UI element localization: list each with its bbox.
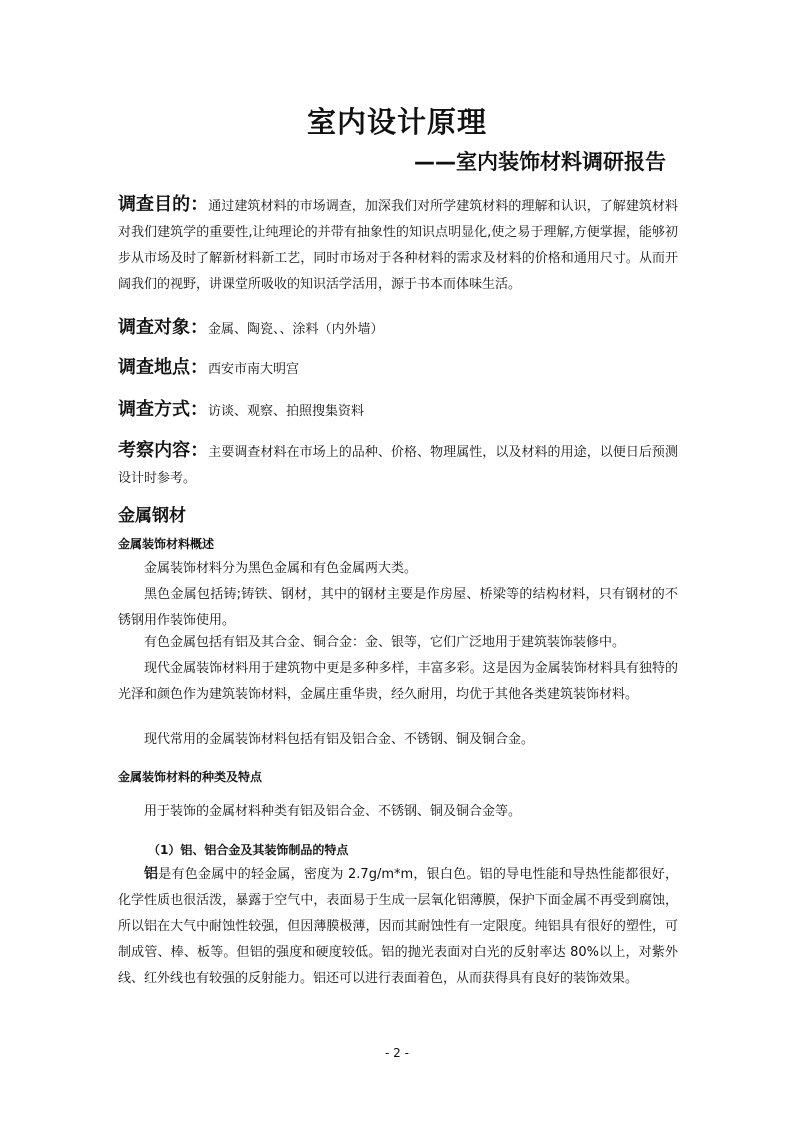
survey-location <box>118 355 678 383</box>
subsection-heading-overview: 金属装饰材料概述 <box>118 537 215 551</box>
location-text: 西安市南大明宫 <box>208 362 300 377</box>
content-label: 考察内容： <box>118 440 209 461</box>
survey-purpose <box>118 192 678 298</box>
object-text: 金属、陶瓷、、涂料（内外墙） <box>208 322 384 337</box>
survey-object <box>118 315 678 343</box>
method-text: 访谈、观察、拍照搜集资料 <box>208 404 365 419</box>
document-subtitle: ——室内装饰材料调研报告 <box>414 150 666 174</box>
overview-paragraph: 金属装饰材料分为黑色金属和有色金属两大类。 <box>144 561 418 576</box>
location-label: 调查地点： <box>118 357 208 378</box>
aluminum-heading: （1）铝、铝合金及其装饰制品的特点 <box>148 843 349 857</box>
purpose-text: 通过建筑材料的市场调查，加深我们对所学建筑材料的理解和认识，了解建筑材料对我们建筑学的重要性,让纯理论的并带有抽象性的知识点明显化,使之易于理解,方便掌握，能够初步从市场及时了解新材料新工艺，同时市场对于各种材料的需求及材料的价格和通用尺寸。从而开阔我们的视野，讲课堂所吸收的知识活学活用，源于书本而体味生活。 <box>118 199 678 292</box>
method-label: 调查方式： <box>118 399 208 420</box>
overview-paragraph: 现代金属装饰材料用于建筑物中更是多种多样，丰富多彩。这是因为金属装饰材料具有独特的光泽和颜色作为建筑装饰材料，金属庄重华贵，经久耐用，均优于其他各类建筑装饰材料。 <box>118 661 678 702</box>
overview-paragraph: 现代常用的金属装饰材料包括有铝及铝合金、不锈钢、铜及铜合金。 <box>144 732 535 747</box>
page-number: - 2 - <box>385 1046 409 1060</box>
survey-method <box>118 397 678 425</box>
subsection-heading-types: 金属装饰材料的种类及特点 <box>118 770 263 784</box>
overview-paragraph: 有色金属包括有铝及其合金、铜合金：金、银等，它们广泛地用于建筑装饰装修中。 <box>144 635 626 650</box>
aluminum-text: 是有色金属中的轻金属，密度为 2.7g/m*m，银白色。铝的导电性能和导热性能都很好，化学性质也很活泼，暴露于空气中，表面易于生成一层氧化铝薄膜，保护下面金属不再受到腐蚀，所以铝在大气中耐蚀性较强，但因薄膜极薄，因而其耐蚀性有一定限度。纯铝具有很好的塑性，可制成管、棒、板等。但铝的强度和硬度较低。铝的抛光表面对白光的反射率达 80%以上，对紫外线、红外线也有较强的反射能力。铝还可以进行表面着色，从而获得具有良好的装饰效果。 <box>118 867 678 986</box>
purpose-label: 调查目的： <box>118 194 209 215</box>
document-title: 室内设计原理 <box>306 105 487 139</box>
content-text: 主要调查材料在市场上的品种、价格、物理属性，以及材料的用途，以便日后预测设计时参考。 <box>118 445 678 486</box>
aluminum-lead: 铝 <box>144 866 159 882</box>
aluminum-paragraph <box>118 861 678 992</box>
section-heading-metal: 金属钢材 <box>118 506 186 526</box>
survey-content <box>118 438 678 492</box>
object-label: 调查对象： <box>118 317 208 338</box>
types-paragraph: 用于装饰的金属材料种类有铝及铝合金、不锈钢、铜及铜合金等。 <box>144 804 522 819</box>
overview-paragraph: 黑色金属包括铸;铸铁、钢材，其中的钢材主要是作房屋、桥梁等的结构材料，只有钢材的不锈钢用作装饰使用。 <box>118 587 678 628</box>
